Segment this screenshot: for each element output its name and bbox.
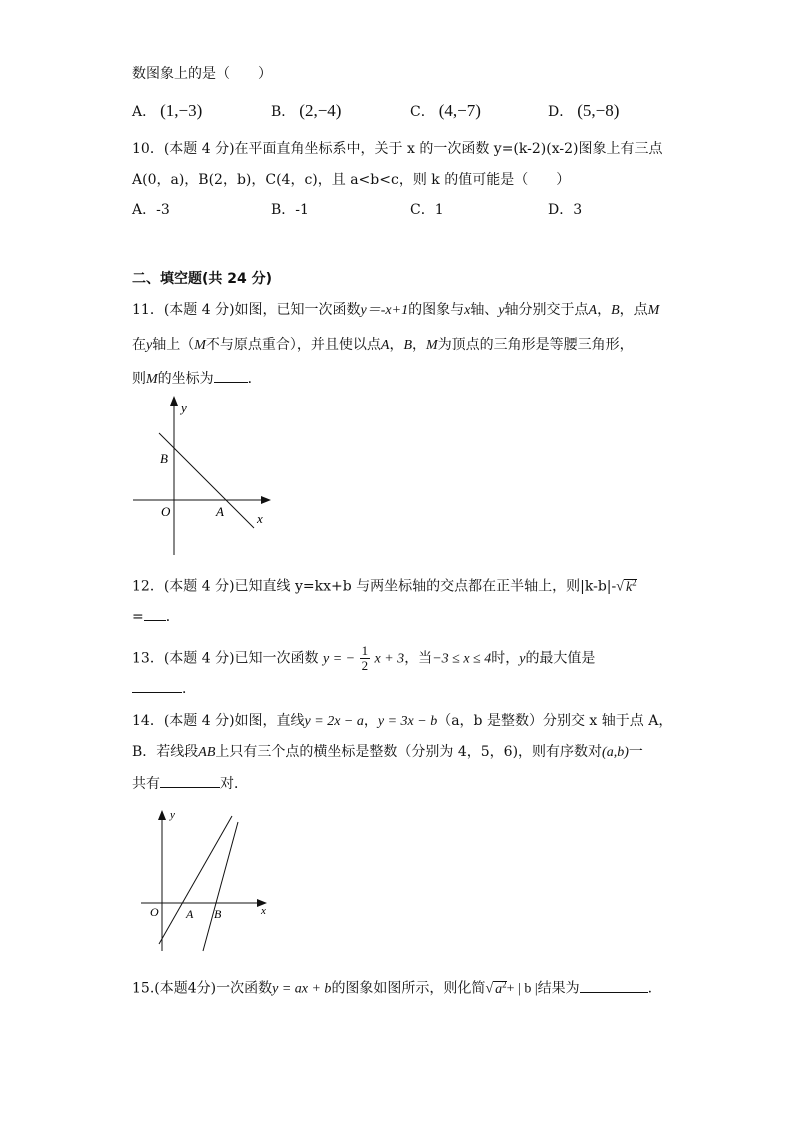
line-y-3x-b [203,822,238,951]
option-letter: A． [132,202,157,218]
section-heading: 二、填空题(共 24 分) [132,271,273,287]
option-letter: D． [548,202,574,218]
label-o: O [150,905,159,919]
q9-option-c[interactable] [410,101,481,122]
y-axis-arrow-icon [170,396,178,406]
sqrt-expression: √ $k^2$ [616,577,637,595]
label-y: y [181,400,187,415]
q10-line-2: A(0，a)，B(2，b)，C(4，c)，且 a<b<c，则 k 的值可能是（ ） [132,172,571,188]
text: ． [182,681,196,697]
graph-line [159,433,254,528]
equation-1: y = 2x − a [304,714,364,729]
answer-blank[interactable] [132,678,182,693]
text: 轴、 [470,302,499,318]
q13-line-1 [132,644,595,673]
radicand: a [495,981,503,997]
radicand: k [625,579,633,595]
point-m: M [647,303,660,318]
q14-line-3 [132,773,248,794]
label-a: A [186,907,194,921]
q14-figure [135,806,280,956]
var-y: y [498,303,505,318]
text: 15.(本题4分)一次函数 [132,980,273,997]
q10-option-d[interactable] [548,200,582,220]
var-x: x [464,303,471,318]
option-value: (4,−7) [438,101,481,120]
ordered-pair: (a,b) [602,745,629,760]
q14-line-2 [132,742,643,763]
text: ， [363,713,378,729]
label-b: B [214,907,222,921]
point-m: M [426,338,438,353]
text: ， [412,337,427,353]
text: ，点 [619,302,648,318]
point-b: B [403,338,413,353]
fraction [360,644,371,673]
text: 的坐标为 [157,371,214,387]
q9-tail: 数图象上的是（ ） [132,66,272,82]
label-a: A [216,504,224,519]
text: 的图象与 [408,302,465,318]
equation: y＝-x+1 [360,303,409,318]
answer-blank[interactable] [214,368,248,383]
exponent: 2 [502,979,507,989]
text: 对． [220,776,248,792]
answer-blank[interactable] [160,773,220,788]
option-letter: C． [410,202,435,218]
text: 14．(本题 4 分)如图，直线 [132,713,305,729]
equation-lhs: y = − [323,651,356,667]
var-y: y [519,651,526,667]
text: 的最大值是 [525,650,596,667]
text: 轴上（ [152,337,195,353]
option-value: (1,−3) [160,101,203,120]
equation-2: y = 3x − b [377,714,438,729]
text: . [647,980,653,997]
abs-term: + | b | [506,981,538,997]
q10-line-1: 10．(本题 4 分)在平面直角坐标系中，关于 x 的一次函数 y=(k-2)(x-2)图象上有三点 [132,141,663,157]
point-a: A [380,338,390,353]
answer-blank[interactable] [580,978,648,993]
q13-line-2 [132,678,196,699]
q11-line-1 [132,300,659,321]
text: ， [389,337,404,353]
q12-line-1 [132,572,637,598]
option-letter: B． [271,202,296,218]
q11-line-3 [132,368,262,390]
y-axis-arrow-icon [158,810,166,820]
option-letter: B． [271,104,296,120]
text: 时， [491,650,520,667]
q15-line-1 [132,974,652,1000]
sqrt-expression: √ $a^2$ [485,979,507,997]
q9-option-a[interactable] [132,101,202,122]
text: 结果为 [537,980,580,997]
q10-option-b[interactable] [271,200,309,220]
label-x: x [257,511,263,526]
text: 不与原点重合），并且使以点 [205,337,381,353]
denominator: 2 [361,658,369,673]
text: ，当 [404,650,433,667]
q14-line-1 [132,711,672,732]
text: 则 [132,371,146,387]
q10-option-c[interactable] [410,200,444,220]
text: ． [165,609,180,625]
option-letter: C． [410,104,435,120]
q12-line-2 [132,606,180,627]
text: 共有 [132,776,160,792]
label-b: B [160,451,168,466]
point-m: M [194,338,206,353]
text: 一 [628,744,643,760]
text: 为顶点的三角形是等腰三角形， [437,337,634,353]
answer-blank[interactable] [144,606,166,621]
option-value: -3 [156,202,170,218]
line-y-2x-a [159,816,232,944]
option-value: (5,−8) [577,101,620,120]
option-letter: D． [548,104,574,120]
text: 轴分别交于点 [504,302,589,318]
q11-figure [125,393,275,558]
equation-rhs: x + 3 [374,651,405,667]
text: 12．(本题 4 分)已知直线 y=kx+b 与两坐标轴的交点都在正半轴上，则|k-b|- [132,578,617,595]
q9-option-d[interactable] [548,101,619,122]
label-o: O [161,504,171,519]
text: 的图象如图所示，则化简 [331,980,486,997]
segment-ab: AB [198,745,216,760]
point-m: M [146,372,158,387]
exponent: 2 [632,577,637,587]
condition: −3 ≤ x ≤ 4 [432,651,492,667]
q9-option-b[interactable] [271,101,341,122]
text: B．若线段 [132,744,199,760]
point-a: A [588,303,598,318]
q11-line-2 [132,335,634,356]
label-x: x [261,905,266,917]
point-b: B [611,303,620,318]
x-axis-arrow-icon [261,496,271,504]
option-letter: A． [132,104,157,120]
option-value: 1 [434,202,444,218]
option-value: (2,−4) [299,101,342,120]
text: 11．(本题 4 分)如图，已知一次函数 [132,302,361,318]
text: 上只有三个点的横坐标是整数（分别为 4，5，6)，则有序数对 [215,744,603,760]
option-value: 3 [573,202,583,218]
equation: y = ax + b [272,981,332,997]
text: ． [247,371,262,387]
text: = [132,609,144,625]
text: 在 [132,337,146,353]
text: ， [597,302,612,318]
label-y: y [170,809,175,821]
numerator: 1 [361,643,369,658]
q10-option-a[interactable] [132,200,170,220]
var-y: y [146,338,153,353]
text: 13．(本题 4 分)已知一次函数 [132,650,319,667]
option-value: -1 [295,202,309,218]
text: （a，b 是整数）分别交 x 轴于点 A， [437,713,673,729]
